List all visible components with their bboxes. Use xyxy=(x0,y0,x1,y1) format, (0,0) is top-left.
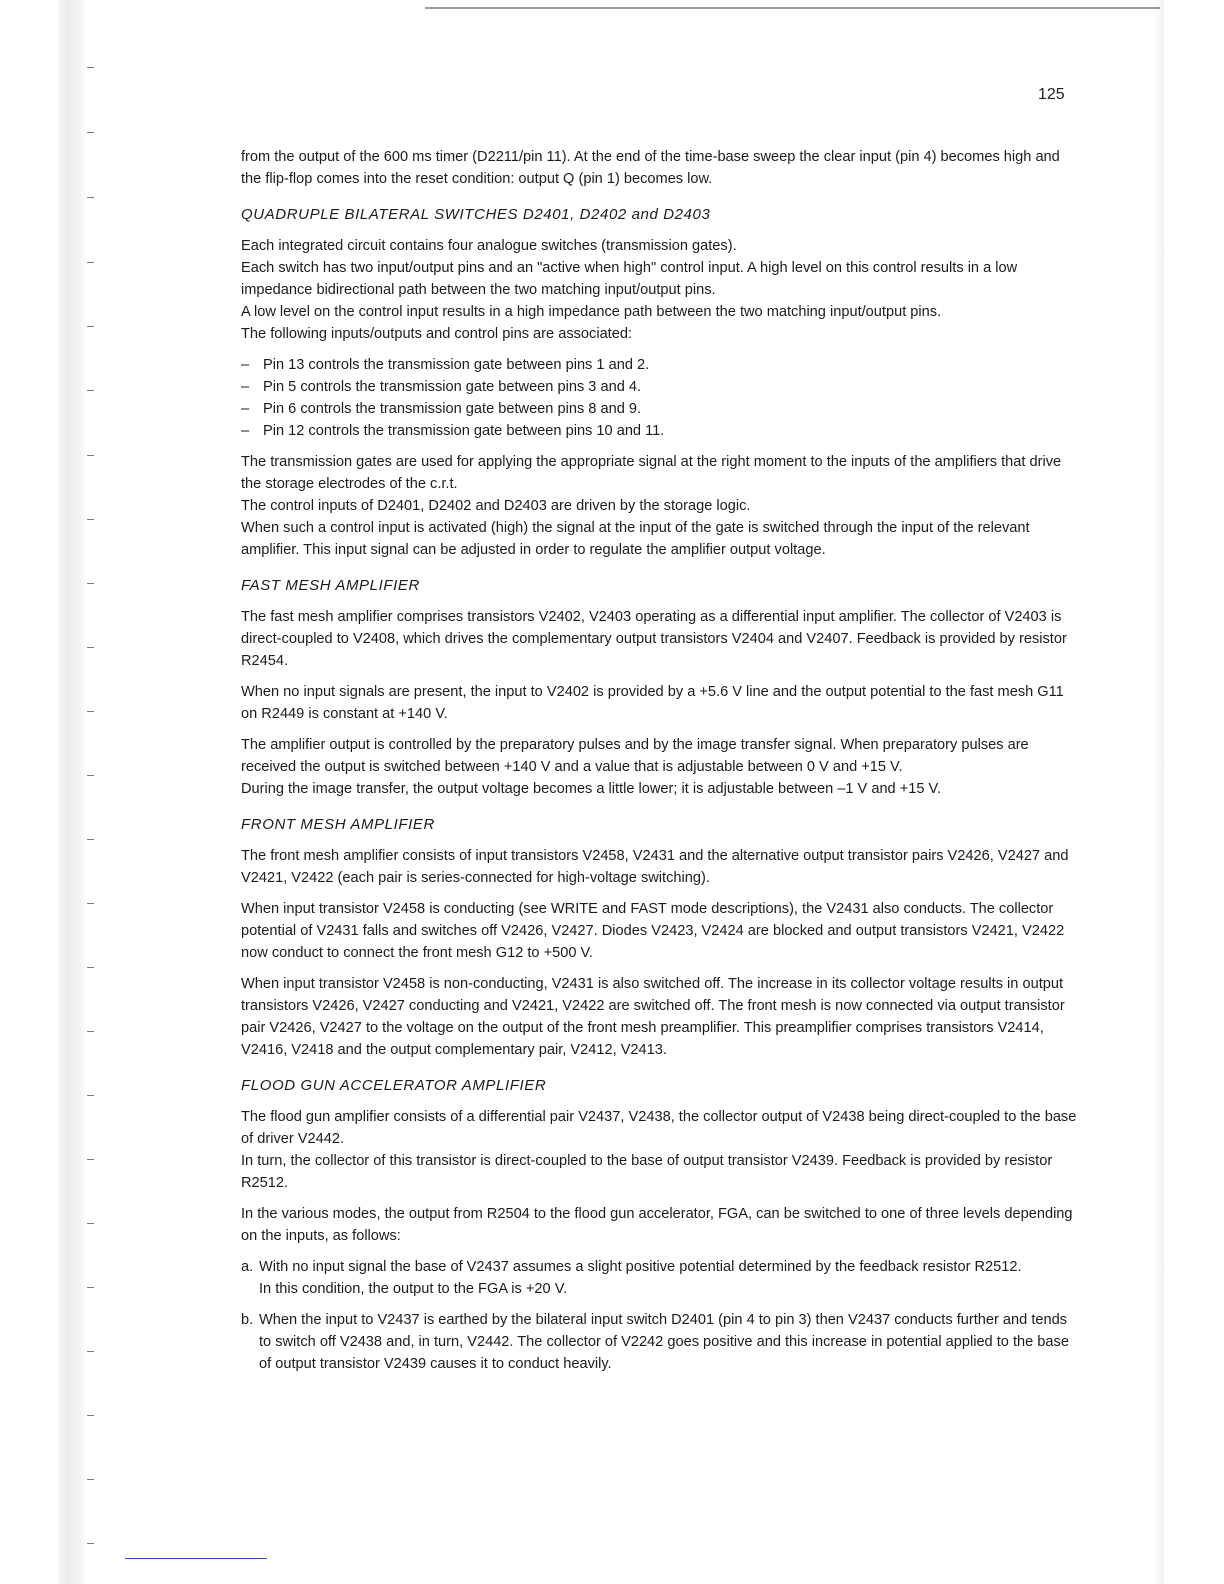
paragraph: The fast mesh amplifier comprises transistors V2402, V2403 operating as a differential input amplifier. The collector of V2403 is direct-coupled to V2408, which drives the complementary output transistors V2404 and V2407. Feedback is provided by resistor R2454. xyxy=(241,609,1067,669)
list-item: – Pin 13 controls the transmission gate between pins 1 and 2. xyxy=(241,354,1079,376)
paragraph: When no input signals are present, the input to V2402 is provided by a +5.6 V line and the output potential to the fast mesh G11 on R2449 is constant at +140 V. xyxy=(241,684,1064,722)
section-heading: FLOOD GUN ACCELERATOR AMPLIFIER xyxy=(241,1077,547,1094)
binding-tick xyxy=(87,1223,94,1224)
binding-tick xyxy=(87,197,94,198)
binding-tick xyxy=(87,326,94,327)
page-binding-edge xyxy=(58,0,84,1584)
mode-list xyxy=(241,1256,1079,1375)
list-marker: a. xyxy=(241,1259,254,1275)
paragraph: The control inputs of D2401, D2402 and D2403 are driven by the storage logic. xyxy=(241,498,751,514)
bottom-rule xyxy=(125,1558,267,1559)
binding-tick xyxy=(87,262,94,263)
binding-tick xyxy=(87,967,94,968)
paragraph: The following inputs/outputs and control pins are associated: xyxy=(241,326,633,342)
page-number: 125 xyxy=(1038,86,1065,103)
binding-tick xyxy=(87,711,94,712)
binding-tick xyxy=(87,903,94,904)
control-pin-list xyxy=(241,354,1079,442)
binding-tick xyxy=(87,647,94,648)
section-heading: QUADRUPLE BILATERAL SWITCHES D2401, D2402 and D2403 xyxy=(241,206,711,223)
section-flood-gun-amplifier xyxy=(241,1075,1079,1375)
section-heading: FRONT MESH AMPLIFIER xyxy=(241,816,435,833)
paragraph: During the image transfer, the output voltage becomes a little lower; it is adjustable between –1 V and +15 V. xyxy=(241,781,941,797)
paragraph: When such a control input is activated (high) the signal at the input of the gate is switched through the input of the relevant amplifier. This input signal can be adjusted in order to regulate the amplifier output voltage. xyxy=(241,520,1030,558)
binding-tick xyxy=(87,775,94,776)
binding-tick xyxy=(87,1159,94,1160)
binding-tick xyxy=(87,390,94,391)
list-item: – Pin 5 controls the transmission gate between pins 3 and 4. xyxy=(241,376,1079,398)
section-front-mesh-amplifier xyxy=(241,814,1079,1061)
list-item: – Pin 12 controls the transmission gate between pins 10 and 11. xyxy=(241,420,1079,442)
binding-tick xyxy=(87,455,94,456)
binding-tick xyxy=(87,519,94,520)
paragraph: The amplifier output is controlled by the preparatory pulses and by the image transfer signal. When preparatory pulses are received the output is switched between +140 V and a value that is adjustable between 0 V and +15 V. xyxy=(241,737,1029,775)
list-item-text: With no input signal the base of V2437 assumes a slight positive potential determined by the feedback resistor R2512. xyxy=(259,1259,1022,1275)
paragraph: Each integrated circuit contains four analogue switches (transmission gates). xyxy=(241,238,737,254)
paragraph: In the various modes, the output from R2504 to the flood gun accelerator, FGA, can be switched to one of three levels depending on the inputs, as follows: xyxy=(241,1206,1073,1244)
list-marker: b. xyxy=(241,1312,254,1328)
paragraph: Each switch has two input/output pins and an "active when high" control input. A high level on this control results in a low impedance bidirectional path between the two matching input/output pins. xyxy=(241,260,1018,298)
binding-tick xyxy=(87,1543,94,1544)
page-right-shadow xyxy=(1154,0,1164,1584)
list-item-note: In this condition, the output to the FGA is +20 V. xyxy=(259,1281,568,1297)
binding-tick xyxy=(87,583,94,584)
binding-tick xyxy=(87,839,94,840)
section-fast-mesh-amplifier xyxy=(241,575,1079,800)
document-body xyxy=(241,146,1079,1384)
top-rule xyxy=(425,7,1160,9)
section-heading: FAST MESH AMPLIFIER xyxy=(241,577,420,594)
paragraph: The flood gun amplifier consists of a differential pair V2437, V2438, the collector output of V2438 being direct-coupled to the base of driver V2442. xyxy=(241,1109,1077,1147)
binding-tick xyxy=(87,1415,94,1416)
binding-tick xyxy=(87,1479,94,1480)
paragraph: The front mesh amplifier consists of input transistors V2458, V2431 and the alternative output transistor pairs V2426, V2427 and V2421, V2422 (each pair is series-connected for high-voltage switching). xyxy=(241,848,1069,886)
binding-tick xyxy=(87,1287,94,1288)
paragraph: The transmission gates are used for applying the appropriate signal at the right moment to the inputs of the amplifiers that drive the storage electrodes of the c.r.t. xyxy=(241,454,1062,492)
paragraph: When input transistor V2458 is non-conducting, V2431 is also switched off. The increase in its collector voltage results in output transistors V2426, V2427 conducting and V2421, V2422 are switched off. The front mesh is now connected via output transistor pair V2426, V2427 to the voltage on the output of the front mesh preamplifier. This preamplifier comprises transistors V2414, V2416, V2418 and the output complementary pair, V2412, V2413. xyxy=(241,976,1065,1058)
binding-tick xyxy=(87,1351,94,1352)
paragraph: In turn, the collector of this transistor is direct-coupled to the base of output transistor V2439. Feedback is provided by resistor R2512. xyxy=(241,1153,1053,1191)
paragraph: A low level on the control input results in a high impedance path between the two matching input/output pins. xyxy=(241,304,942,320)
list-item-text: When the input to V2437 is earthed by the bilateral input switch D2401 (pin 4 to pin 3) then V2437 conducts further and tends to switch off V2438 and, in turn, V2442. The collector of V2242 goes positive and this increase in potential applied to the base of output transistor V2439 causes it to conduct heavily. xyxy=(259,1312,1069,1372)
binding-tick xyxy=(87,132,94,133)
paragraph: When input transistor V2458 is conducting (see WRITE and FAST mode descriptions), the V2431 also conducts. The collector potential of V2431 falls and switches off V2426, V2427. Diodes V2423, V2424 are blocked and output transistors V2421, V2422 now conduct to connect the front mesh G12 to +500 V. xyxy=(241,901,1065,961)
binding-tick xyxy=(87,67,94,68)
list-item xyxy=(241,1309,1079,1375)
section-bilateral-switches xyxy=(241,204,1079,561)
intro-paragraph: from the output of the 600 ms timer (D2211/pin 11). At the end of the time-base sweep the clear input (pin 4) becomes high and the flip-flop comes into the reset condition: output Q (pin 1) becomes low. xyxy=(241,149,1060,187)
list-item: – Pin 6 controls the transmission gate between pins 8 and 9. xyxy=(241,398,1079,420)
binding-tick xyxy=(87,1031,94,1032)
binding-tick xyxy=(87,1095,94,1096)
list-item xyxy=(241,1256,1079,1300)
